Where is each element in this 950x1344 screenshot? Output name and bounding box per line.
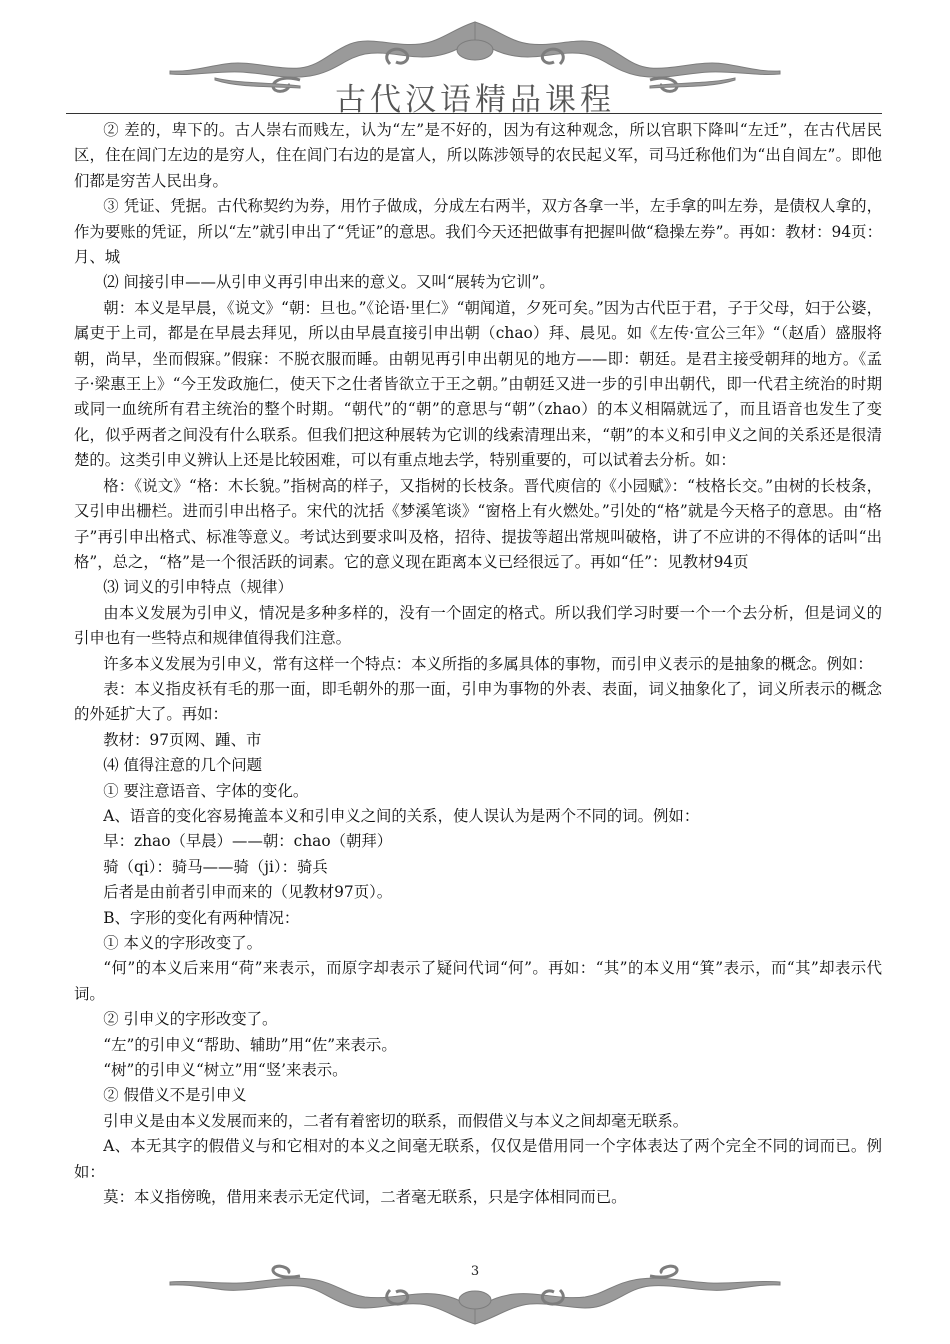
paragraph: A、本无其字的假借义与和它相对的本义之间毫无联系，仅仅是借用同一个字体表达了两个完全不同的词而已。例如： (74, 1137, 882, 1181)
paragraph: 早：zhao（早晨）——朝：chao（朝拜） (103, 832, 393, 851)
paragraph: 教材：97页网、踵、市 (103, 730, 262, 749)
paragraph: “左”的引申义“帮助、辅助”用“佐”来表示。 (103, 1035, 397, 1054)
paragraph: ⑷ 值得注意的几个问题 (103, 756, 263, 775)
page-title: 古代汉语精品课程 (335, 82, 615, 118)
paragraph: ② 差的，卑下的。古人崇右而贱左，认为“左”是不好的，因为有这种观念，所以官职下降叫“左迁”，在古代居民区，住在闾门左边的是穷人，住在闾门右边的是富人，所以陈涉领导的农民起义军，司马迁称他们为“出自闾左”。即他们都是穷苦人民出身。 (74, 121, 882, 190)
document-body (74, 118, 882, 1210)
paragraph: B、字形的变化有两种情况： (103, 908, 300, 927)
paragraph: A、语音的变化容易掩盖本义和引申义之间的关系，使人误认为是两个不同的词。例如： (103, 806, 700, 825)
paragraph: ① 本义的字形改变了。 (103, 934, 263, 952)
header-rule (66, 113, 882, 114)
paragraph: 引申义是由本义发展而来的，二者有着密切的联系，而假借义与本义之间却毫无联系。 (103, 1111, 689, 1130)
paragraph: “树”的引申义“树立”用“竖’来表示。 (103, 1061, 348, 1080)
paragraph: ② 假借义不是引申义 (103, 1086, 247, 1105)
paragraph: ⑵ 间接引申——从引申义再引申出来的意义。又叫“展转为它训”。 (103, 273, 555, 292)
paragraph: 骑（qi）：骑马——骑（ji）：骑兵 (103, 857, 328, 876)
paragraph: 表：本义指皮袄有毛的那一面，即毛朝外的那一面，引申为事物的外表、表面，词义抽象化了，词义所表示的概念的外延扩大了。再如： (74, 679, 882, 724)
paragraph: ③ 凭证、凭据。古代称契约为券，用竹子做成，分成左右两半，双方各拿一半，左手拿的叫左券，是债权人拿的，作为要账的凭证，所以“左”就引申出了“凭证”的意思。我们今天还把做事有把握叫做“稳操左券”。再如：教材：94页：月、城 (74, 197, 882, 267)
paragraph: ⑶ 词义的引申特点（规律） (103, 578, 293, 597)
paragraph: 朝：本义是早晨，《说文》“朝：旦也。”《论语·里仁》“朝闻道，夕死可矣。”因为古代臣于君，子于父母，妇于公婆，属吏于上司，都是在早晨去拜见，所以由早晨直接引申出朝（chao）拜、晨见。如《左传·宣公三年》“（赵盾）盛服将朝，尚早，坐而假寐。”假寐：不脱衣服而睡。由朝见再引申出朝见的地方——即：朝廷。是君主接受朝拜的地方。《孟子·梁惠王上》“今王发政施仁，使天下之仕者皆欲立于王之朝。”由朝廷又进一步的引申出朝代，即一代君主统治的时期或同一血统所有君主统治的整个时期。“朝代”的“朝”的意思与“朝”（zhao）的本义相隔就远了，而且语音也发生了变化，似乎两者之间没有什么联系。但我们把这种展转为它训的线索清理出来，“朝”的本义和引申义之间的关系还是很清楚的。这类引申义辨认上还是比较困难，可以有重点地去学，特别重要的，可以试着去分析。如： (74, 298, 882, 470)
paragraph: 格：《说文》“格：木长貌。”指树高的样子，又指树的长枝条。晋代庾信的《小园赋》：“枝格长交。”由树的长枝条，又引申出栅栏。进而引申出格子。宋代的沈括《梦溪笔谈》“窗格上有火燃处。”引处的“格”就是今天格子的意思。由“格子”再引申出格式、标准等意义。考试达到要求叫及格，招待、提拔等超出常规叫破格，讲了不应讲的不得体的话叫“出格”，总之，“格”是一个很活跃的词素。它的意义现在距离本义已经很远了。再如“任”：见教材94页 (74, 476, 882, 571)
paragraph: “何”的本义后来用“荷”来表示，而原字却表示了疑问代词“何”。再如：“其”的本义用“箕”表示，而“其”却表示代词。 (74, 959, 882, 1003)
paragraph: 后者是由前者引申而来的（见教材97页）。 (103, 883, 393, 902)
paragraph: ② 引申义的字形改变了。 (103, 1010, 278, 1029)
paragraph: ① 要注意语音、字体的变化。 (103, 781, 309, 800)
paragraph: 由本义发展为引申义，情况是多种多样的，没有一个固定的格式。所以我们学习时要一个一个去分析，但是词义的引申也有一些特点和规律值得我们注意。 (74, 603, 882, 648)
page-number: 3 (470, 1264, 480, 1279)
paragraph: 莫：本义指傍晚，借用来表示无定代词，二者毫无联系，只是字体相同而已。 (103, 1188, 627, 1207)
paragraph: 许多本义发展为引申义，常有这样一个特点：本义所指的多属具体的事物，而引申义表示的是抽象的概念。例如： (103, 654, 873, 673)
